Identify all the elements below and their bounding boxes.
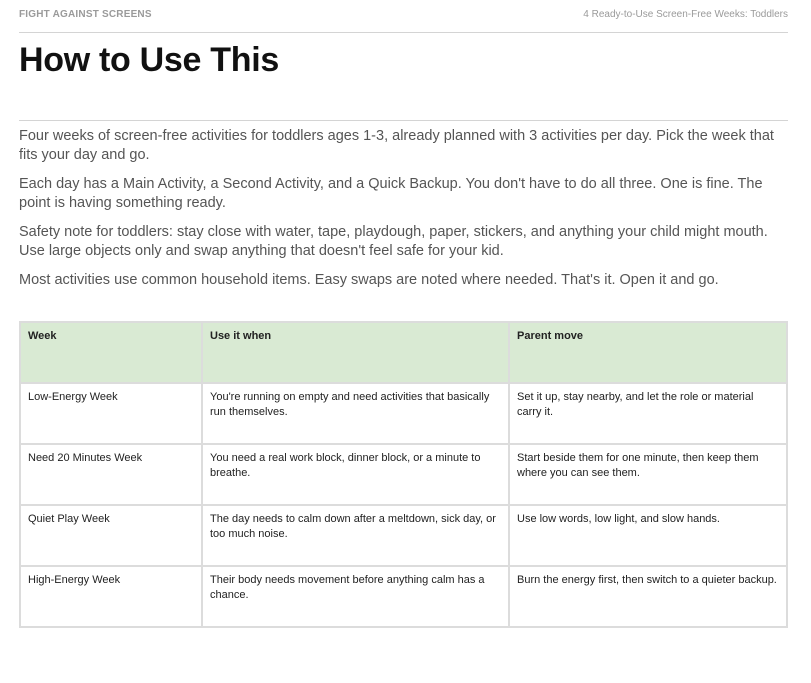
table-row	[20, 505, 787, 566]
safety-paragraph: Safety note for toddlers: stay close with water, tape, playdough, paper, stickers, and anything your child might mouth. Use large objects only and swap anything that doesn't feel safe for your kid.	[19, 224, 768, 259]
week-cell: Low-Energy Week	[20, 383, 202, 444]
intro-section	[19, 127, 788, 300]
parent-move-cell: Set it up, stay nearby, and let the role or material carry it.	[509, 383, 787, 444]
table-row	[20, 444, 787, 505]
week-cell: High-Energy Week	[20, 566, 202, 627]
week-cell: Quiet Play Week	[20, 505, 202, 566]
table-row	[20, 383, 787, 444]
use-it-when-cell: The day needs to calm down after a meltdown, sick day, or too much noise.	[202, 505, 509, 566]
use-it-when-cell: You're running on empty and need activities that basically run themselves.	[202, 383, 509, 444]
page-title: How to Use This	[19, 41, 279, 79]
parent-move-cell: Use low words, low light, and slow hands.	[509, 505, 787, 566]
intro-paragraph: Each day has a Main Activity, a Second Activity, and a Quick Backup. You don't have to do all three. One is fine. The point is having something ready.	[19, 176, 763, 211]
parent-move-cell: Burn the energy first, then switch to a quieter backup.	[509, 566, 787, 627]
use-it-when-cell: You need a real work block, dinner block, or a minute to breathe.	[202, 444, 509, 505]
header-cell-use-it-when: Use it when	[202, 322, 509, 383]
table-row	[20, 566, 787, 627]
week-cell: Need 20 Minutes Week	[20, 444, 202, 505]
brand-label: FIGHT AGAINST SCREENS	[19, 9, 152, 20]
week-guide-table	[19, 321, 788, 628]
intro-paragraph: Most activities use common household items. Easy swaps are noted where needed. That's it. Open it and go.	[19, 272, 719, 288]
intro-paragraph: Four weeks of screen-free activities for toddlers ages 1-3, already planned with 3 activities per day. Pick the week that fits your day and go.	[19, 128, 774, 163]
document-title: 4 Ready-to-Use Screen-Free Weeks: Toddlers	[583, 9, 788, 20]
header-cell-week: Week	[20, 322, 202, 383]
table-header-row	[20, 322, 787, 383]
title-divider	[19, 120, 788, 121]
header-cell-parent-move: Parent move	[509, 322, 787, 383]
parent-move-cell: Start beside them for one minute, then keep them where you can see them.	[509, 444, 787, 505]
use-it-when-cell: Their body needs movement before anything calm has a chance.	[202, 566, 509, 627]
page-header	[19, 8, 788, 33]
